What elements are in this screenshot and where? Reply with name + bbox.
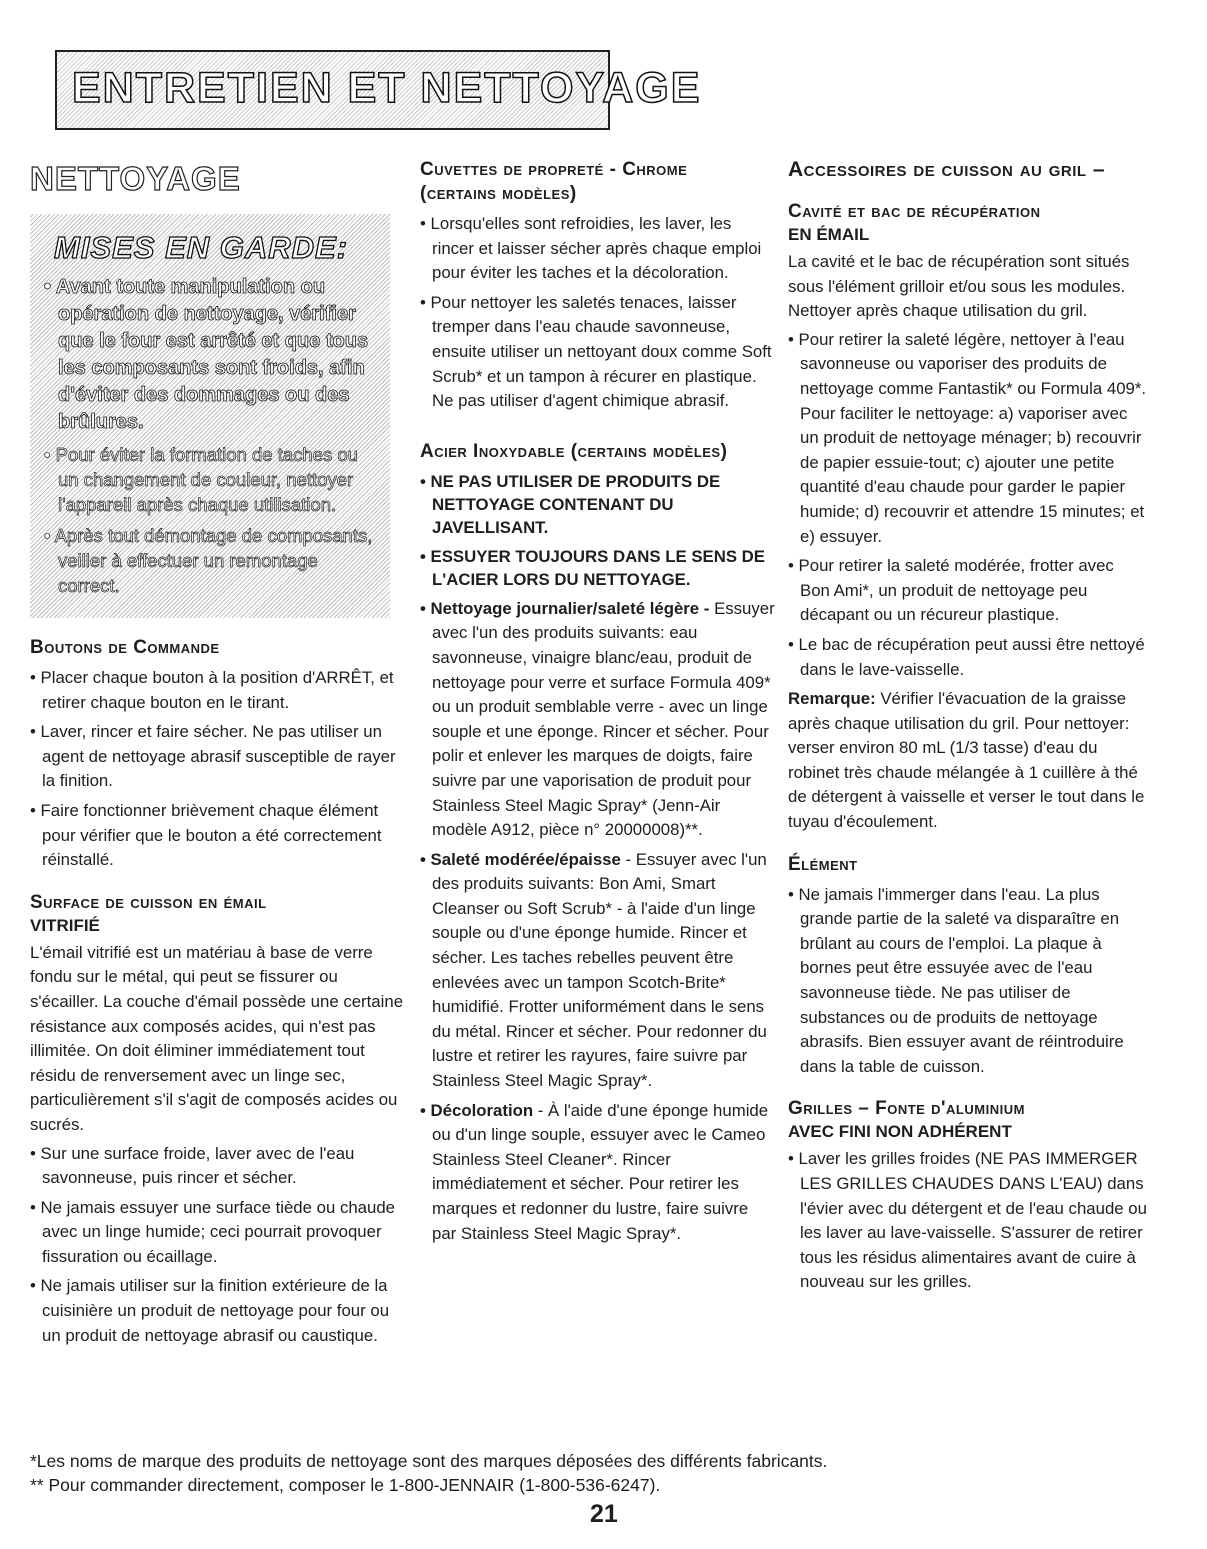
column-middle: [420, 158, 775, 1251]
list-item: • Placer chaque bouton à la position d'ARRÊT, et retirer chaque bouton en le tirant.: [30, 668, 394, 712]
heading-cavite: Cavité et bac de récupération: [788, 201, 1041, 222]
page-title: ENTRETIEN ET NETTOYAGE: [72, 64, 702, 112]
list-item-bold: • ESSUYER TOUJOURS DANS LE SENS DE L'ACIER LORS DU NETTOYAGE.: [420, 546, 765, 589]
list-item: • Pour nettoyer les saletés tenaces, laisser tremper dans l'eau chaude savonneuse, ensuite utiliser un nettoyant doux comme Soft Scrub* et un tampon à récurer en plastique. Ne pas utiliser d'agent chimique abrasif.: [420, 292, 772, 411]
subheading-cavite: EN ÉMAIL: [788, 225, 870, 244]
warning-item: • Avant toute manipulation ou opération de nettoyage, vérifier que le four est arrêté et que tous les composants sont froids, afin d'éviter des dommages ou des brûlures.: [44, 276, 369, 433]
list-item: • Ne jamais essuyer une surface tiède ou chaude avec un linge humide; ceci pourrait provoquer fissuration ou écaillage.: [30, 1197, 396, 1266]
list-item: • Lorsqu'elles sont refroidies, les laver, les rincer et laisser sécher après chaque emploi pour éviter les taches et la décoloration.: [420, 214, 762, 283]
list-item-text: - À l'aide d'une éponge humide ou d'un linge souple, essuyer avec le Cameo Stainless Steel Cleaner*. Rincer immédiatement et sécher. Pour retirer les marques et redonner du lustre, faire suivre par Stainless Steel Magic Spray*.: [432, 1100, 769, 1243]
list-item-bold: • NE PAS UTILISER DE PRODUITS DE NETTOYAGE CONTENANT DU JAVELLISANT.: [420, 471, 721, 537]
heading-cuvettes: Cuvettes de propreté - Chrome: [420, 159, 688, 180]
list-item-text: Essuyer avec l'un des produits suivants: eau savonneuse, vinaigre blanc/eau, produit de nettoyage pour verre et surface Formula 409* ou un produit semblable verre - avec un linge souple et une éponge. Rincer et sécher. Pour polir et enlever les marques de doigts, faire suivre par une vaporisation de produit pour Stainless Steel Magic Spray* (Jenn-Air modèle A912, pièce n° 20000008)**.: [432, 598, 775, 840]
footnote-brands: *Les noms de marque des produits de nettoyage sont des marques déposées des différents fabricants.: [30, 1451, 828, 1471]
list-item: • Faire fonctionner brièvement chaque élément pour vérifier que le bouton a été correctement réinstallé.: [30, 800, 382, 870]
subheading-grilles: AVEC FINI NON ADHÉRENT: [788, 1122, 1012, 1142]
heading-acier: Acier Inoxydable (certains modèles): [420, 440, 728, 462]
list-item: [420, 597, 775, 843]
warning-item: • Après tout démontage de composants, veiller à effectuer un remontage correct.: [44, 525, 373, 596]
list-item: • Pour retirer la saleté légère, nettoyer à l'eau savonneuse ou vaporiser des produits de nettoyage comme Fantastik* ou Formula 409*. Pour faciliter le nettoyage: a) vaporiser avec un produit de nettoyage ménager; b) recouvrir de papier essuie-tout; c) ajouter une petite quantité d'eau chaude pour garder le papier humide; d) recouvrir et attendre 15 minutes; et e) essuyer.: [788, 329, 1147, 546]
subheading-surface: VITRIFIÉ: [30, 915, 100, 935]
heading-grilles: Grilles – Fonte d'aluminium: [788, 1098, 1025, 1120]
page-number: 21: [590, 1500, 618, 1528]
heading-element: Élément: [788, 853, 858, 875]
column-left: [30, 158, 406, 1353]
list-item-lead: • Décoloration: [420, 1100, 534, 1120]
list-item: [420, 848, 775, 1094]
column-right: [788, 158, 1148, 1300]
footnote-order: ** Pour commander directement, composer le 1-800-JENNAIR (1-800-536-6247).: [30, 1475, 661, 1495]
list-item: • Ne jamais l'immerger dans l'eau. La plus grande partie de la saleté va disparaître en brûlant au cours de l'emploi. La plaque à bornes peut être essuyée avec de l'eau savonneuse tiède. Ne pas utiliser de substances ou de produits de nettoyage abrasifs. Bien essuyer avant de réintroduire dans la table de cuisson.: [788, 884, 1124, 1076]
list-item: • Laver, rincer et faire sécher. Ne pas utiliser un agent de nettoyage abrasif susceptible de rayer la finition.: [30, 722, 396, 791]
remark-label: Remarque:: [788, 689, 876, 709]
list-item-lead: • Nettoyage journalier/saleté légère -: [420, 598, 710, 618]
list-item: • Le bac de récupération peut aussi être nettoyé dans le lave-vaisselle.: [788, 634, 1145, 679]
heading-boutons: Boutons de Commande: [30, 637, 220, 658]
list-item: [420, 1099, 775, 1247]
remark: [788, 687, 1148, 835]
paragraph: La cavité et le bac de récupération sont situés sous l'élément grilloir et/ou sous les modules. Nettoyer après chaque utilisation du gril.: [788, 252, 1130, 321]
list-item-text: - Essuyer avec l'un des produits suivants: Bon Ami, Smart Cleanser ou Soft Scrub* - à l'aide d'un linge souple ou d'une éponge humide. Rincer et sécher. Les taches rebelles peuvent être enlevées avec un tampon Scotch-Brite* humidifié. Frotter uniformément dans le sens du métal. Rincer et sécher. Pour redonner du lustre et retirer les rayures, faire suivre par Stainless Steel Magic Spray*.: [432, 849, 767, 1091]
heading-surface: Surface de cuisson en émail: [30, 891, 267, 913]
section-title-nettoyage: NETTOYAGE: [30, 160, 241, 197]
list-item: • Laver les grilles froides (NE PAS IMMERGER LES GRILLES CHAUDES DANS L'EAU) dans l'évier avec du détergent et de l'eau chaude ou les laver au lave-vaisselle. S'assurer de retirer tous les résidus alimentaires avant de cuire à nouveau sur les grilles.: [788, 1149, 1147, 1292]
heading-accessoires: Accessoires de cuisson au gril –: [788, 158, 1106, 181]
footnotes: [30, 1449, 827, 1497]
warning-box: [30, 214, 390, 618]
list-item: • Pour retirer la saleté modérée, frotter avec Bon Ami*, un produit de nettoyage peu décapant ou un récureur plastique.: [788, 556, 1114, 625]
list-item: • Sur une surface froide, laver avec de l'eau savonneuse, puis rincer et sécher.: [30, 1143, 355, 1188]
remark-text: Vérifier l'évacuation de la graisse après chaque utilisation du gril. Pour nettoyer: verser environ 80 mL (1/3 tasse) d'eau du robinet très chaude mélangée à 1 cuillère à thé de détergent à vaisselle et verser le tout dans le tuyau d'écoulement.: [788, 689, 1145, 832]
warning-item: • Pour éviter la formation de taches ou un changement de couleur, nettoyer l'appareil après chaque utilisation.: [44, 444, 358, 515]
paragraph: L'émail vitrifié est un matériau à base de verre fondu sur le métal, qui peut se fissurer ou s'écailler. La couche d'émail possède une certaine résistance aux composés acides, qui n'est pas illimitée. On doit éliminer immédiatement tout résidu de renversement avec un linge sec, particulièrement s'il s'agit de composés acides ou sucrés.: [30, 942, 404, 1134]
list-item: • Ne jamais utiliser sur la finition extérieure de la cuisinière un produit de nettoyage pour four ou un produit de nettoyage abrasif ou caustique.: [30, 1276, 390, 1345]
warning-title: MISES EN GARDE:: [54, 230, 349, 265]
list-item-lead: • Saleté modérée/épaisse: [420, 849, 621, 869]
subheading-cuvettes: (certains modèles): [420, 183, 577, 204]
